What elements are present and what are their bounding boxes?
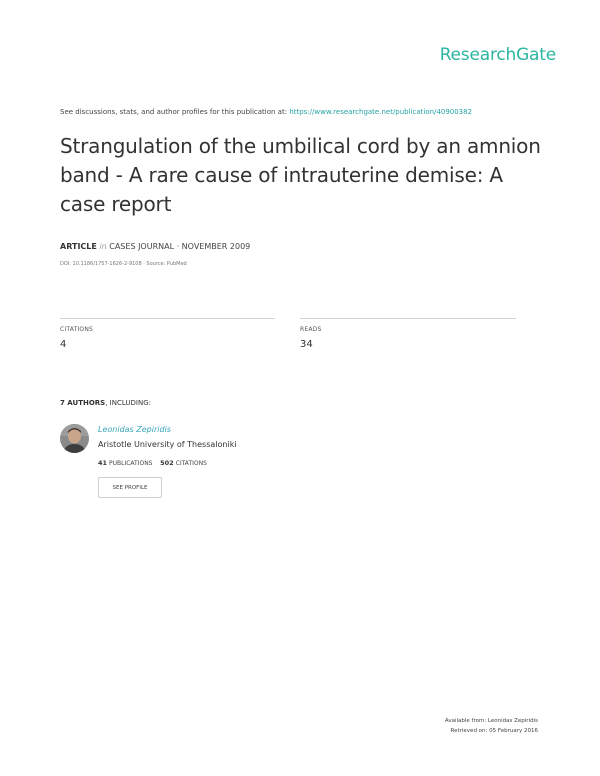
journal-date: CASES JOURNAL · NOVEMBER 2009 [109,242,251,251]
researchgate-logo[interactable]: ResearchGate [439,45,556,65]
author-citations-label: CITATIONS [175,460,207,467]
author-photo-icon [60,424,89,453]
available-from: Available from: Leonidas Zepiridis [444,718,538,724]
see-profile-button[interactable]: SEE PROFILE [98,477,162,498]
author-institution: Aristotle University of Thessaloniki [98,440,237,449]
reads-value: 34 [300,339,313,350]
publication-url-link[interactable]: https://www.researchgate.net/publication/40900382 [289,108,473,116]
author-stats [98,459,207,467]
publication-meta [60,242,250,251]
citations-label: CITATIONS [60,326,94,333]
author-citations-count: 502 [160,459,174,467]
author-publications-label: PUBLICATIONS [108,460,153,467]
citations-divider [60,318,275,319]
discussion-prefix: See discussions, stats, and author profiles for this publication at: [60,108,288,116]
retrieved-on: Retrieved on: 05 February 2016 [450,728,538,734]
authors-heading [60,399,151,407]
doi-line: DOI: 10.1186/1757-1626-2-9108 · Source: PubMed [60,261,187,267]
author-name-link[interactable]: Leonidas Zepiridis [98,425,171,434]
authors-heading-suffix: , INCLUDING: [105,399,152,407]
reads-label: READS [300,326,322,333]
citations-value: 4 [60,339,67,350]
in-word: in [99,242,107,251]
publication-type: ARTICLE [60,242,97,251]
publication-title: Strangulation of the umbilical cord by an amnion band - A rare cause of intrauterine demise: A case report [60,134,541,216]
reads-divider [300,318,516,319]
authors-count: 7 AUTHORS [60,399,106,407]
author-publications-count: 41 [98,459,108,467]
discussion-line [60,108,472,116]
author-avatar[interactable] [60,424,89,453]
